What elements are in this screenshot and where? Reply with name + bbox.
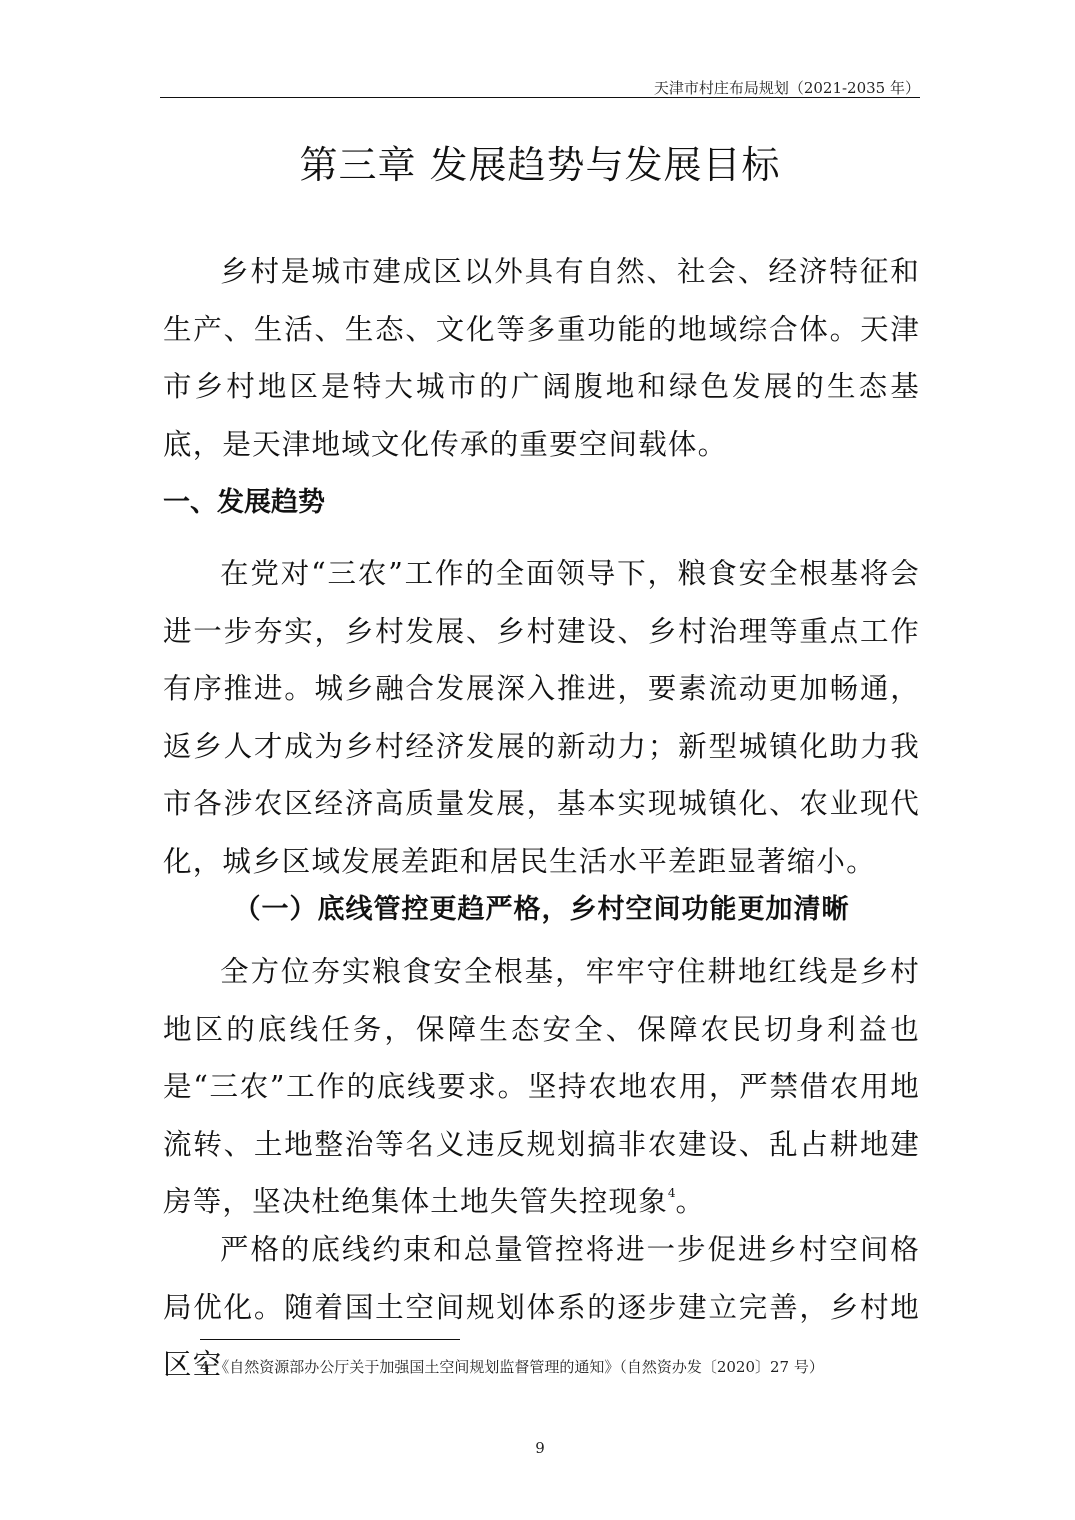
trend-overview-paragraph: 在党对“三农”工作的全面领导下，粮食安全根基将会进一步夯实，乡村发展、乡村建设、乡村治理等重点工作有序推进。城乡融合发展深入推进，要素流动更加畅通，返乡人才成为乡村经济发展的新动力；新型城镇化助力我市各涉农区经济高质量发展，基本实现城镇化、农业现代化，城乡区域发展差距和居民生活水平差距显著缩小。 bbox=[163, 557, 920, 878]
running-header: 天津市村庄布局规划（2021-2035 年） bbox=[653, 79, 920, 97]
page-number: 9 bbox=[535, 1439, 545, 1457]
bottom-line-end: 。 bbox=[675, 1185, 706, 1218]
chapter-title: 第三章 发展趋势与发展目标 bbox=[299, 143, 781, 187]
bottom-line-paragraph bbox=[163, 943, 920, 1231]
footnote-reference: 4 bbox=[667, 1186, 676, 1200]
intro-paragraph: 乡村是城市建成区以外具有自然、社会、经济特征和生产、生活、生态、文化等多重功能的地域综合体。天津市乡村地区是特大城市的广阔腹地和绿色发展的生态基底，是天津地域文化传承的重要空间载体。 bbox=[163, 255, 920, 461]
footnote: 4 《自然资源部办公厅关于加强国土空间规划监督管理的通知》（自然资办发〔2020〕27 号） bbox=[200, 1358, 824, 1376]
subsection-heading-bottom-line: （一）底线管控更趋严格，乡村空间功能更加清晰 bbox=[233, 894, 850, 925]
bottom-line-text: 全方位夯实粮食安全根基，牢牢守住耕地红线是乡村地区的底线任务，保障生态安全、保障农民切身利益也是“三农”工作的底线要求。坚持农地农用，严禁借农用地流转、土地整治等名义违反规划搞非农建设、乱占耕地建房等，坚决杜绝集体土地失管失控现象 bbox=[163, 955, 920, 1218]
header-rule bbox=[160, 97, 920, 98]
footnote-rule bbox=[200, 1339, 460, 1340]
section-heading-trends: 一、发展趋势 bbox=[163, 487, 325, 518]
spatial-pattern-paragraph: 严格的底线约束和总量管控将进一步促进乡村空间格局优化。随着国土空间规划体系的逐步建立完善，乡村地区空 bbox=[163, 1233, 920, 1381]
